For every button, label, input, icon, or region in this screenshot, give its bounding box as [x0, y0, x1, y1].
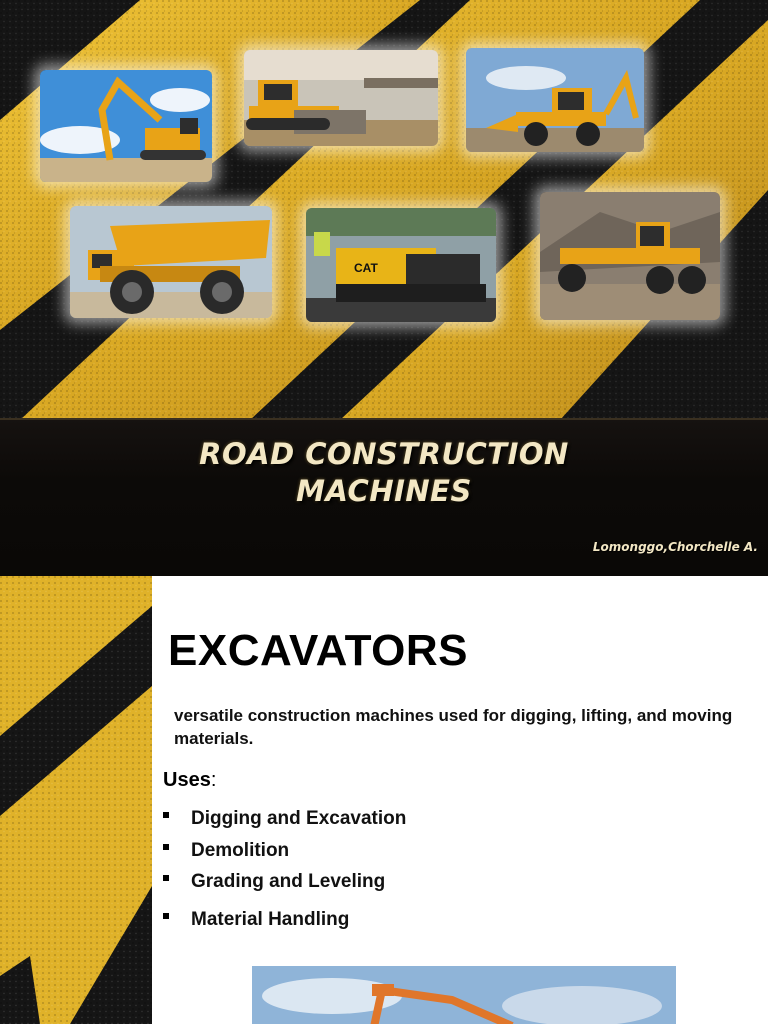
uses-label [163, 769, 216, 792]
excavator-bottom-photo [252, 966, 676, 1024]
uses-label-colon: : [210, 769, 217, 791]
asphalt-paver-photo [306, 208, 496, 322]
list-item-label: Demolition [191, 840, 290, 861]
uses-label-text: Uses [163, 769, 211, 791]
bullet-square-icon [163, 913, 169, 919]
backhoe-loader-photo [466, 48, 644, 152]
list-item-label: Grading and Leveling [191, 871, 386, 892]
slide-heading: EXCAVATORS [168, 626, 469, 675]
page-title [0, 436, 768, 510]
title-line-1: ROAD CONSTRUCTION [199, 437, 569, 471]
list-item [163, 840, 289, 862]
list-item-label: Material Handling [191, 909, 350, 930]
bullet-square-icon [163, 812, 169, 818]
list-item [163, 871, 385, 893]
asphalt-stripe-sidebar [0, 576, 152, 1024]
bullet-square-icon [163, 844, 169, 850]
excavators-slide [0, 576, 768, 1024]
dump-truck-photo [70, 206, 272, 318]
cat-logo-text: CAT [354, 261, 378, 275]
author-name: Lomonggo,Chorchelle A. [592, 540, 758, 554]
list-item-label: Digging and Excavation [191, 808, 407, 829]
bullet-square-icon [163, 875, 169, 881]
bulldozer-photo [244, 50, 438, 146]
title-line-2: MACHINES [296, 474, 472, 508]
list-item [163, 909, 349, 931]
motor-grader-photo [540, 192, 720, 320]
list-item [163, 808, 406, 830]
excavator-photo [40, 70, 212, 182]
definition-text: versatile construction machines used for digging, lifting, and moving materials. [174, 706, 733, 748]
